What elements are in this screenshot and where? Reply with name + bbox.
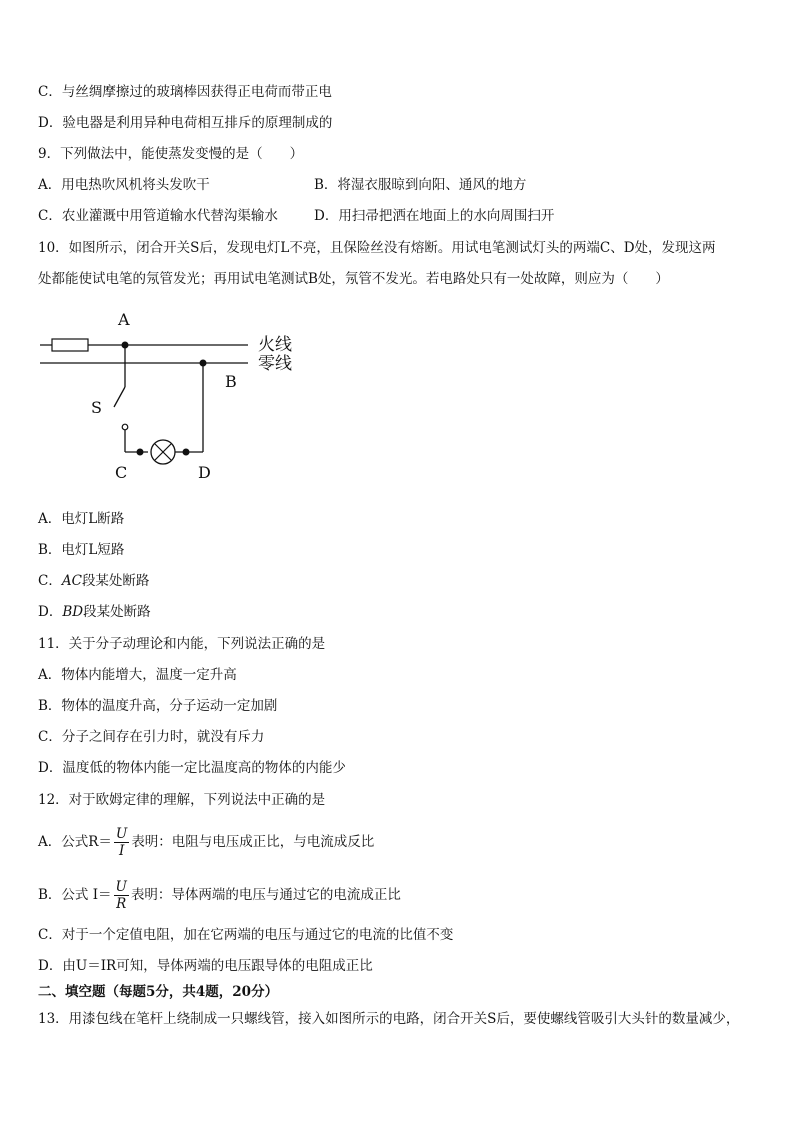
option-12d: D．由U＝IR可知，导体两端的电压跟导体的电阻成正比: [38, 958, 373, 974]
line-q8d: D．验电器是利用异种电荷相互排斥的原理制成的: [38, 115, 333, 131]
circuit-diagram: [30, 305, 320, 485]
question-10-line2: 处都能使试电笔的氖管发光；再用试电笔测试B处，氖管不发光。若电路处只有一处故障，则应为（ ）: [38, 271, 669, 287]
question-9: 9．下列做法中，能使蒸发变慢的是（ ）: [38, 146, 304, 162]
option-11d: D．温度低的物体内能一定比温度高的物体的内能少: [38, 760, 346, 776]
node-c: [137, 449, 144, 456]
label-b: B: [225, 372, 237, 391]
option-9d: D．用扫帚把洒在地面上的水向周围扫开: [314, 208, 555, 224]
option-10a: A．电灯L断路: [38, 511, 125, 527]
fraction-u-over-i: $\frac{U}{I}$: [115, 826, 128, 859]
line-q8c: C．与丝绸摩擦过的玻璃棒因获得正电荷而带正电: [38, 84, 332, 100]
option-12c: C．对于一个定值电阻，加在它两端的电压与通过它的电流的比值不变: [38, 927, 454, 943]
option-9b: B．将湿衣服晾到向阳、通风的地方: [314, 177, 527, 193]
fuse: [52, 339, 88, 351]
option-10c: C．AC段某处断路: [38, 573, 150, 589]
node-d: [183, 449, 190, 456]
section-heading-fill-in: 二、填空题（每题5分，共4题，20分）: [38, 984, 279, 1000]
label-neutral-wire: 零线: [258, 354, 292, 374]
switch-s: [114, 387, 125, 407]
option-10d: D．BD段某处断路: [38, 604, 151, 620]
option-10b: B．电灯L短路: [38, 542, 125, 558]
node-b: [200, 360, 207, 367]
label-c: C: [115, 463, 128, 482]
label-a: A: [118, 310, 130, 329]
option-12a: A．公式R＝ $\frac{U}{I}$ 表明：电阻与电压成正比，与电流成反比: [38, 826, 375, 859]
label-d: D: [198, 463, 211, 482]
label-live-wire: 火线: [258, 335, 292, 355]
question-13: 13．用漆包线在笔杆上绕制成一只螺线管，接入如图所示的电路，闭合开关S后，要使螺线管吸引大头针的数量减少，: [38, 1011, 740, 1027]
label-s: S: [91, 398, 102, 417]
question-11: 11．关于分子动理论和内能，下列说法正确的是: [38, 636, 326, 652]
question-12: 12．对于欧姆定律的理解，下列说法中正确的是: [38, 792, 326, 808]
option-11b: B．物体的温度升高，分子运动一定加剧: [38, 698, 278, 714]
option-12b: B．公式 I＝ $\frac{U}{R}$ 表明：导体两端的电压与通过它的电流成正比: [38, 879, 401, 912]
question-10-line1: 10．如图所示，闭合开关S后，发现电灯L不亮，且保险丝没有熔断。用试电笔测试灯头的两端C、D处，发现这两: [38, 240, 716, 256]
fraction-u-over-r: $\frac{U}{R}$: [115, 879, 127, 912]
option-11a: A．物体内能增大，温度一定升高: [38, 667, 237, 683]
option-11c: C．分子之间存在引力时，就没有斥力: [38, 729, 265, 745]
option-9c: C．农业灌溉中用管道输水代替沟渠输水: [38, 208, 278, 224]
option-9a: A．用电热吹风机将头发吹干: [38, 177, 210, 193]
